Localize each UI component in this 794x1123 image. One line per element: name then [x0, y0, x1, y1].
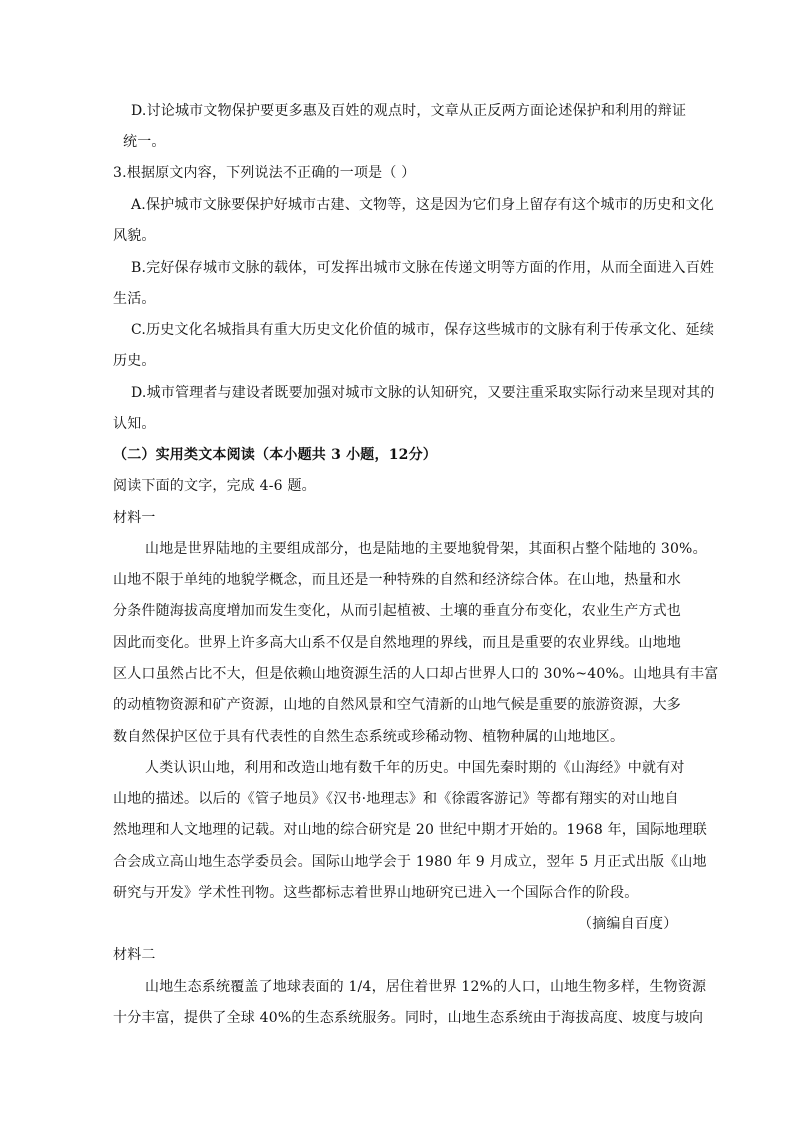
option-c-line-1: C.历史文化名城指具有重大历史文化价值的城市，保存这些城市的文脉有利于传承文化、延续 [131, 322, 715, 338]
option-a-line-2: 风貌。 [113, 228, 156, 244]
paragraph-line: 研究与开发》学术性刊物。这些都标志着世界山地研究已进入一个国际合作的阶段。 [113, 885, 639, 901]
paragraph-line: 的动植物资源和矿产资源，山地的自然风景和空气清新的山地气候是重要的旅游资源，大多 [113, 697, 681, 713]
paragraph-line: 山地生态系统覆盖了地球表面的 1/4，居住着世界 12%的人口，山地生物多样，生物资源 [145, 979, 707, 995]
option-b-line-1: B.完好保存城市文脉的载体，可发挥出城市文脉在传递文明等方面的作用，从而全面进入百姓 [131, 260, 715, 276]
paragraph-line: 因此而变化。世界上许多高大山系不仅是自然地理的界线，而且是重要的农业界线。山地地 [113, 635, 681, 651]
option-d-line-2: 统一。 [123, 134, 166, 150]
option-d-line-1: D.讨论城市文物保护要更多惠及百姓的观点时，文章从正反两方面论述保护和利用的辩证 [131, 103, 687, 119]
paragraph-line: 山地是世界陆地的主要组成部分，也是陆地的主要地貌骨架，其面积占整个陆地的 30%。 [145, 541, 707, 557]
question-3: 3.根据原文内容，下列说法不正确的一项是（ ） [113, 165, 416, 181]
paragraph-line: 区人口虽然占比不大，但是依赖山地资源生活的人口却占世界人口的 30%~40%。山地具有丰富 [113, 666, 719, 682]
paragraph-line: 数自然保护区位于具有代表性的自然生态系统或珍稀动物、植物种属的山地地区。 [113, 729, 625, 745]
paragraph-line: 然地理和人文地理的记载。对山地的综合研究是 20 世纪中期才开始的。1968 年，国际地理联 [113, 822, 707, 838]
paragraph-line: 人类认识山地，利用和改造山地有数千年的历史。中国先秦时期的《山海经》中就有对 [145, 760, 685, 776]
option-c-line-2: 历史。 [113, 353, 156, 369]
paragraph-line: 山地不限于单纯的地貌学概念，而且还是一种特殊的自然和经济综合体。在山地，热量和水 [113, 572, 681, 588]
option-a-line-1: A.保护城市文脉要保护好城市古建、文物等，这是因为它们身上留存有这个城市的历史和文化 [131, 197, 714, 213]
paragraph-line: 十分丰富，提供了全球 40%的生态系统服务。同时，山地生态系统由于海拔高度、坡度与坡向 [113, 1010, 704, 1026]
material-one-label: 材料一 [113, 510, 156, 526]
paragraph-line: 山地的描述。以后的《管子地员》《汉书·地理志》和《徐霞客游记》等都有翔实的对山地自 [113, 791, 679, 807]
option-d2-line-1: D.城市管理者与建设者既要加强对城市文脉的认知研究，又要注重采取实际行动来呈现对其的 [131, 385, 715, 401]
material-two-label: 材料二 [113, 947, 156, 963]
option-b-line-2: 生活。 [113, 291, 156, 307]
source-note: （摘编自百度） [578, 916, 678, 932]
paragraph-line: 合会成立高山地生态学委员会。国际山地学会于 1980 年 9 月成立，翌年 5 月正式出版《山地 [113, 854, 707, 870]
paragraph-line: 分条件随海拔高度增加而发生变化，从而引起植被、土壤的垂直分布变化，农业生产方式也 [113, 603, 681, 619]
instruction: 阅读下面的文字，完成 4-6 题。 [113, 478, 316, 494]
section-heading: （二）实用类文本阅读（本小题共 3 小题，12分） [113, 447, 437, 463]
option-d2-line-2: 认知。 [113, 416, 156, 432]
